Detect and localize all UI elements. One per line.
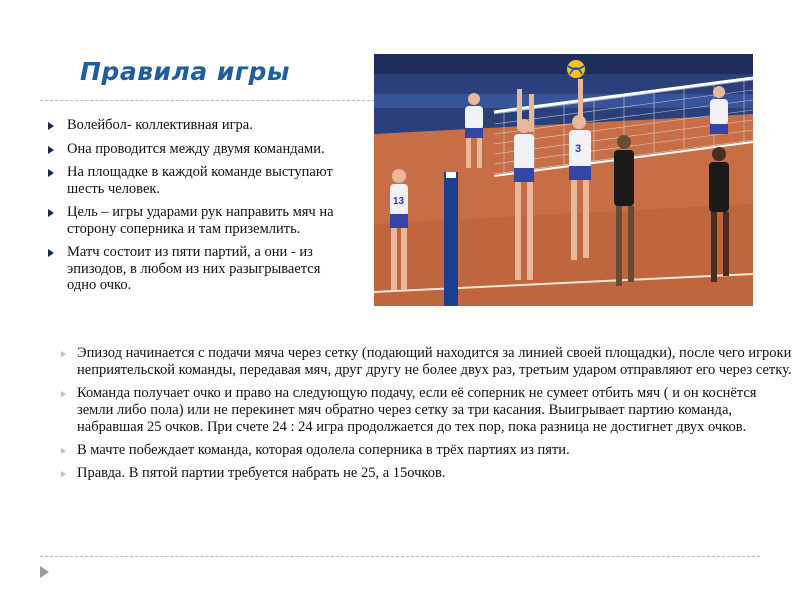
list-item-text: В мачте побеждает команда, которая одолела соперника в трёх партиях из пяти. [77, 442, 570, 458]
title-divider [40, 100, 380, 101]
triangle-bullet-icon [61, 351, 66, 357]
list-item-text: Волейбол- коллективная игра. [67, 117, 253, 133]
triangle-bullet-icon [48, 209, 54, 217]
jersey-number: 13 [393, 196, 405, 207]
list-item-text: Правда. В пятой партии требуется набрать не 25, а 15очков. [77, 465, 446, 481]
list-item [67, 117, 352, 134]
list-item [77, 385, 795, 436]
list-item [77, 442, 795, 459]
list-item-text: Эпизод начинается с подачи мяча через сетку (подающий находится за линией своей площадки), после чего игроки неприятельской команды, передавая мяч, друг другу не более двух раз, третьим ударом отправляют его через сетку. [77, 345, 792, 378]
list-item-text: Она проводится между двумя командами. [67, 140, 325, 157]
list-item [67, 204, 352, 237]
list-item-text: На площадке в каждой команде выступают шесть человек. [67, 164, 333, 197]
list-item-text: Команда получает очко и право на следующую подачу, если её соперник не сумеет отбить мяч ( и он коснётся земли либо пола) или не перекинет мяч обратно через сетку за три касания. Выигрывает партию команда, набравшая 25 очков. При счете 24 : 24 игра продолжается до тех пор, пока разница не достигнет двух очков. [77, 385, 757, 435]
bottom-bullet-list [77, 345, 795, 488]
list-item [67, 164, 352, 197]
triangle-bullet-icon [61, 471, 66, 477]
triangle-bullet-icon [48, 146, 54, 154]
triangle-bullet-icon [61, 391, 66, 397]
triangle-bullet-icon [48, 249, 54, 257]
list-item [67, 244, 352, 294]
list-item [77, 345, 795, 379]
triangle-bullet-icon [48, 169, 54, 177]
triangle-bullet-icon [48, 122, 54, 130]
left-bullet-list [67, 117, 352, 301]
list-item-text: Цель – игры ударами рук направить мяч на сторону соперника и там приземлить. [67, 204, 334, 237]
triangle-bullet-icon [61, 448, 66, 454]
list-item [77, 465, 795, 482]
volleyball-photo [374, 54, 753, 306]
slide-title: Правила игры [80, 57, 290, 86]
volleyball-photo-illustration [374, 54, 753, 306]
footer-divider [40, 556, 760, 557]
list-item-text: Матч состоит из пяти партий, а они - из эпизодов, в любом из них разыгрывается одно очко. [67, 244, 321, 293]
list-item [67, 141, 352, 158]
next-slide-arrow-icon[interactable] [40, 566, 49, 578]
jersey-number: 3 [575, 143, 582, 155]
